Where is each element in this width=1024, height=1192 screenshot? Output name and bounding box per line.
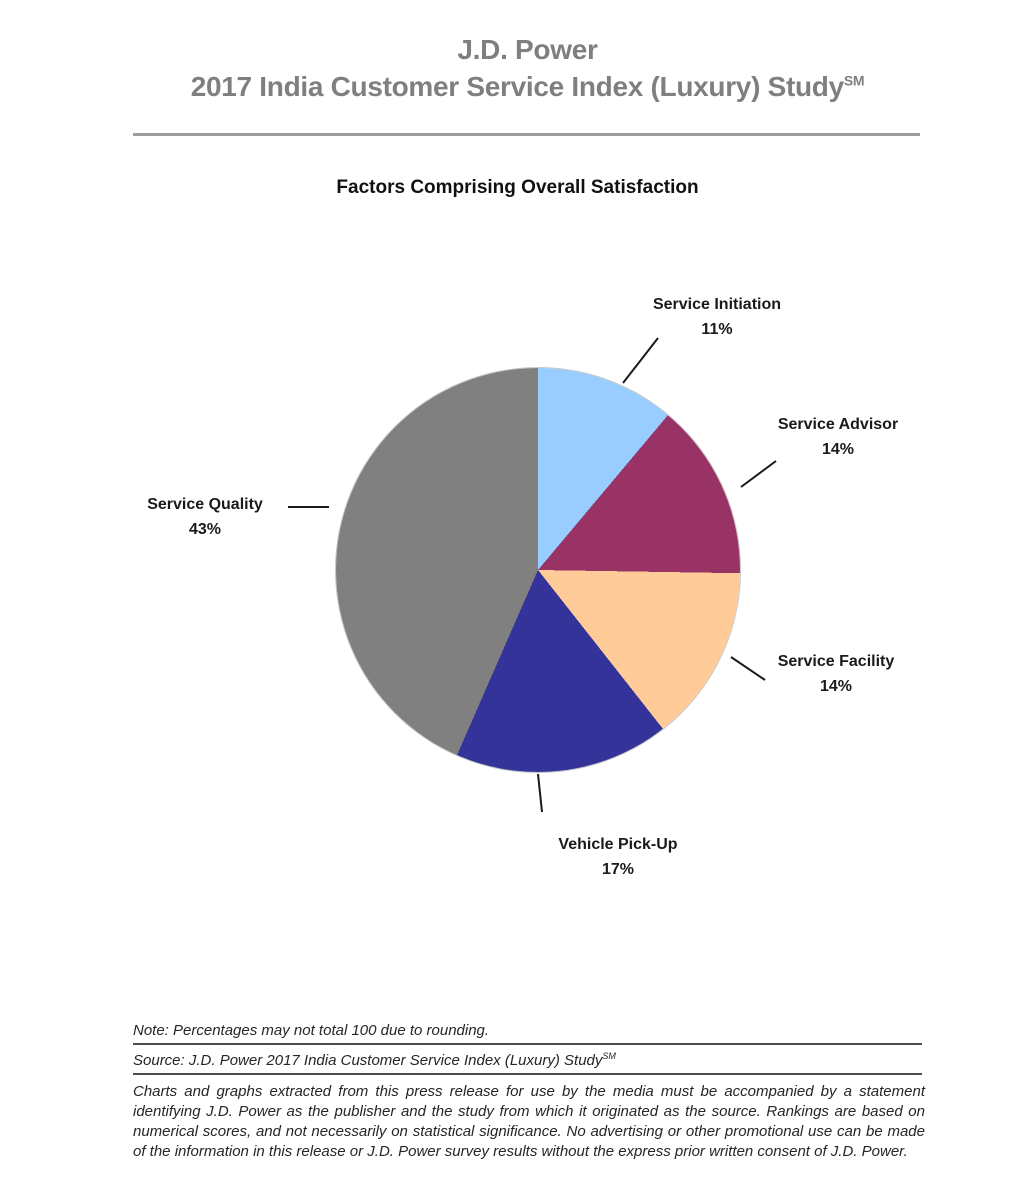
slice-label-service-facility bbox=[726, 649, 946, 699]
chart-title: Factors Comprising Overall Satisfaction bbox=[336, 177, 699, 198]
leader-line-vehicle-pickup bbox=[538, 774, 542, 812]
slice-label-percent: 43% bbox=[188, 521, 222, 538]
trademark-sm-superscript: SM bbox=[602, 1051, 616, 1061]
slice-label-service-initiation bbox=[607, 292, 827, 342]
leader-line-service-initiation bbox=[623, 338, 658, 383]
slice-label-text: Service Facility bbox=[777, 653, 895, 670]
footnote-divider-1 bbox=[133, 1043, 922, 1045]
slice-label-text: Service Initiation bbox=[652, 296, 782, 313]
slice-label-text: Vehicle Pick-Up bbox=[558, 836, 678, 853]
footnote-rounding-note: Note: Percentages may not total 100 due to rounding. bbox=[133, 1022, 490, 1039]
footnote-source: Source: J.D. Power 2017 India Customer Service Index (Luxury) Study℠ bbox=[133, 1051, 616, 1069]
slice-label-service-quality bbox=[95, 492, 315, 542]
slice-label-vehicle-pickup bbox=[508, 832, 728, 882]
footnote-divider-2 bbox=[133, 1073, 922, 1075]
slice-label-percent: 14% bbox=[819, 678, 853, 695]
header-line-1: J.D. Power bbox=[457, 34, 598, 65]
footnote-legal-text: Charts and graphs extracted from this press release for use by the media must be accompanied by a statement identifying J.D. Power as the publisher and the study from which it originated as the source. Rankings are based on numerical scores, and not necessarily on statistical significance. No advertising or other promotional use can be made of the information in this release or J.D. Power survey results without the express prior written consent of J.D. Power. bbox=[133, 1083, 925, 1160]
report-header-title bbox=[130, 31, 925, 105]
leader-line-service-advisor bbox=[741, 461, 776, 487]
slice-label-text: Service Quality bbox=[147, 496, 263, 513]
header-line-2: 2017 India Customer Service Index (Luxury) Study℠ bbox=[190, 71, 865, 102]
slice-label-percent: 14% bbox=[821, 441, 855, 458]
slice-label-percent: 11% bbox=[701, 321, 733, 338]
header-divider-rule bbox=[133, 133, 920, 136]
slice-label-service-advisor bbox=[728, 412, 948, 462]
slice-label-percent: 17% bbox=[601, 861, 635, 878]
trademark-sm-superscript: SM bbox=[843, 72, 865, 89]
pie-chart bbox=[336, 368, 740, 772]
slice-label-text: Service Advisor bbox=[777, 416, 899, 433]
